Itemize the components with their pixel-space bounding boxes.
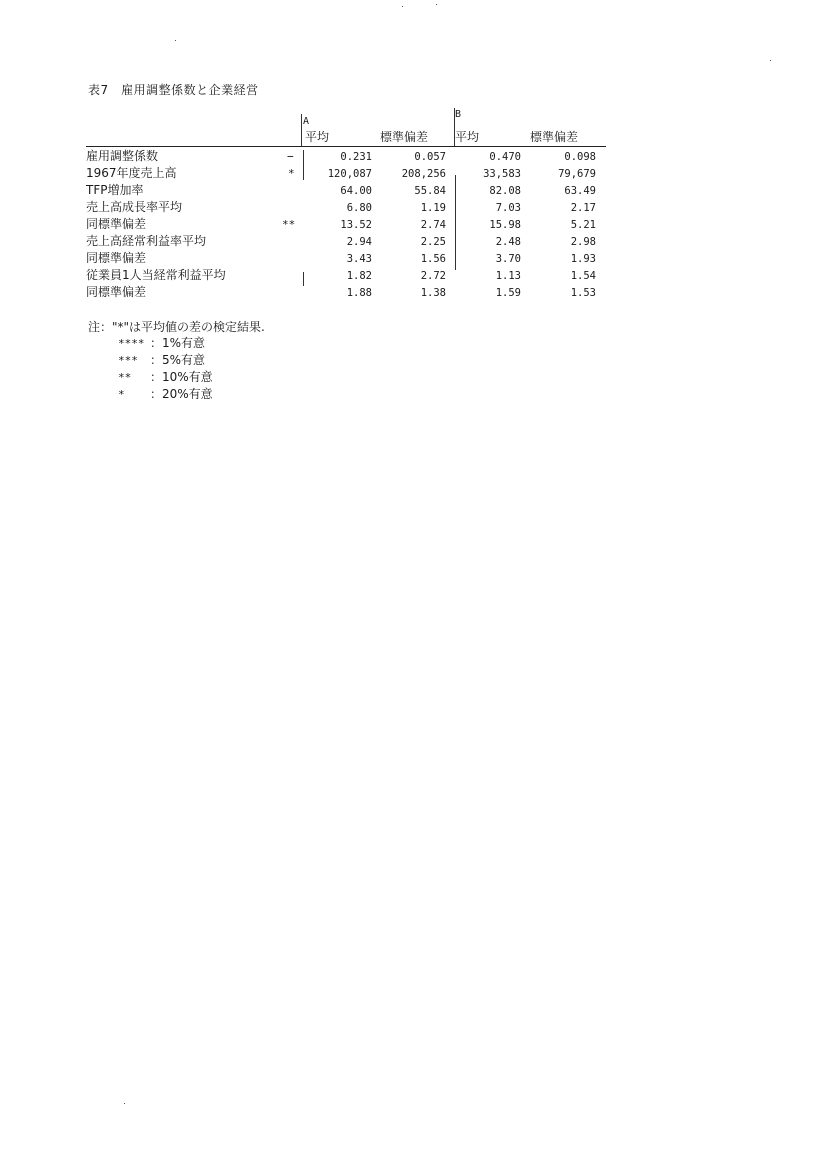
cell-a-sd: 1.19	[420, 202, 446, 214]
cell-b-sd: 63.49	[564, 185, 596, 197]
scan-speck	[770, 60, 771, 61]
group-b-divider	[454, 108, 455, 146]
row-label: 同標準偏差	[86, 217, 147, 231]
cell-a-sd: 1.56	[420, 253, 446, 265]
cell-b-sd: 1.93	[570, 253, 596, 265]
cell-b-mean: 33,583	[483, 168, 521, 180]
row-label: 同標準偏差	[86, 285, 147, 299]
scan-speck	[436, 4, 437, 5]
row-label: 同標準偏差	[86, 251, 147, 265]
table-title: 表7 雇用調整係数と企業経営	[88, 83, 259, 97]
row-label: 売上高経常利益率平均	[86, 234, 207, 248]
cell-b-sd: 2.17	[570, 202, 596, 214]
cell-a-mean: 1.88	[346, 287, 372, 299]
row-significance-mark: *	[288, 167, 295, 180]
column-divider-a-upper	[303, 150, 304, 180]
cell-b-mean: 3.70	[495, 253, 521, 265]
note-mark: ***	[118, 354, 138, 367]
cell-b-sd: 1.54	[570, 270, 596, 282]
cell-b-mean: 15.98	[489, 219, 521, 231]
cell-a-mean: 13.52	[340, 219, 372, 231]
note-text: ：1%有意	[150, 336, 206, 350]
cell-a-mean: 2.94	[346, 236, 372, 248]
scan-speck	[175, 40, 176, 41]
row-label: 1967年度売上高	[86, 166, 177, 180]
header-a-sd: 標準偏差	[380, 130, 429, 144]
cell-b-mean: 1.59	[495, 287, 521, 299]
cell-b-mean: 82.08	[489, 185, 521, 197]
column-divider-b	[455, 175, 456, 270]
cell-b-sd: 1.53	[570, 287, 596, 299]
cell-a-sd: 2.72	[420, 270, 446, 282]
scan-speck	[124, 1103, 125, 1104]
row-label: 従業員1人当経常利益平均	[86, 268, 226, 282]
note-mark: *	[118, 388, 125, 401]
header-a-mean: 平均	[305, 130, 330, 144]
cell-b-mean: 2.48	[495, 236, 521, 248]
row-label: 売上高成長率平均	[86, 200, 183, 214]
cell-b-mean: 1.13	[495, 270, 521, 282]
header-rule	[86, 146, 606, 147]
cell-b-sd: 2.98	[570, 236, 596, 248]
cell-a-sd: 2.25	[420, 236, 446, 248]
row-significance-mark: −	[287, 150, 294, 163]
row-significance-mark: **	[282, 218, 296, 231]
group-a-label: A	[303, 116, 310, 127]
note-mark: **	[118, 371, 132, 384]
group-b-label: B	[455, 109, 462, 120]
cell-a-sd: 1.38	[420, 287, 446, 299]
cell-b-sd: 0.098	[564, 151, 596, 163]
header-b-sd: 標準偏差	[530, 130, 579, 144]
cell-a-sd: 0.057	[414, 151, 446, 163]
row-label: TFP増加率	[86, 183, 144, 197]
cell-a-mean: 3.43	[346, 253, 372, 265]
cell-a-mean: 6.80	[346, 202, 372, 214]
note-intro: 注："*"は平均値の差の検定結果.	[88, 320, 265, 334]
cell-b-mean: 7.03	[495, 202, 521, 214]
cell-b-sd: 79,679	[558, 168, 596, 180]
cell-a-sd: 208,256	[401, 168, 446, 180]
note-text: ：20%有意	[150, 387, 213, 401]
cell-a-sd: 55.84	[414, 185, 446, 197]
cell-b-mean: 0.470	[489, 151, 521, 163]
note-text: ：10%有意	[150, 370, 213, 384]
cell-a-sd: 2.74	[420, 219, 446, 231]
cell-a-mean: 0.231	[340, 151, 372, 163]
cell-a-mean: 120,087	[327, 168, 372, 180]
header-b-mean: 平均	[455, 130, 480, 144]
cell-b-sd: 5.21	[570, 219, 596, 231]
group-a-divider	[301, 114, 302, 146]
note-text: ：5%有意	[150, 353, 206, 367]
scan-speck	[402, 6, 403, 7]
row-label: 雇用調整係数	[86, 149, 159, 163]
cell-a-mean: 64.00	[340, 185, 372, 197]
column-divider-a-lower	[303, 272, 304, 286]
cell-a-mean: 1.82	[346, 270, 372, 282]
note-mark: ****	[118, 337, 145, 350]
